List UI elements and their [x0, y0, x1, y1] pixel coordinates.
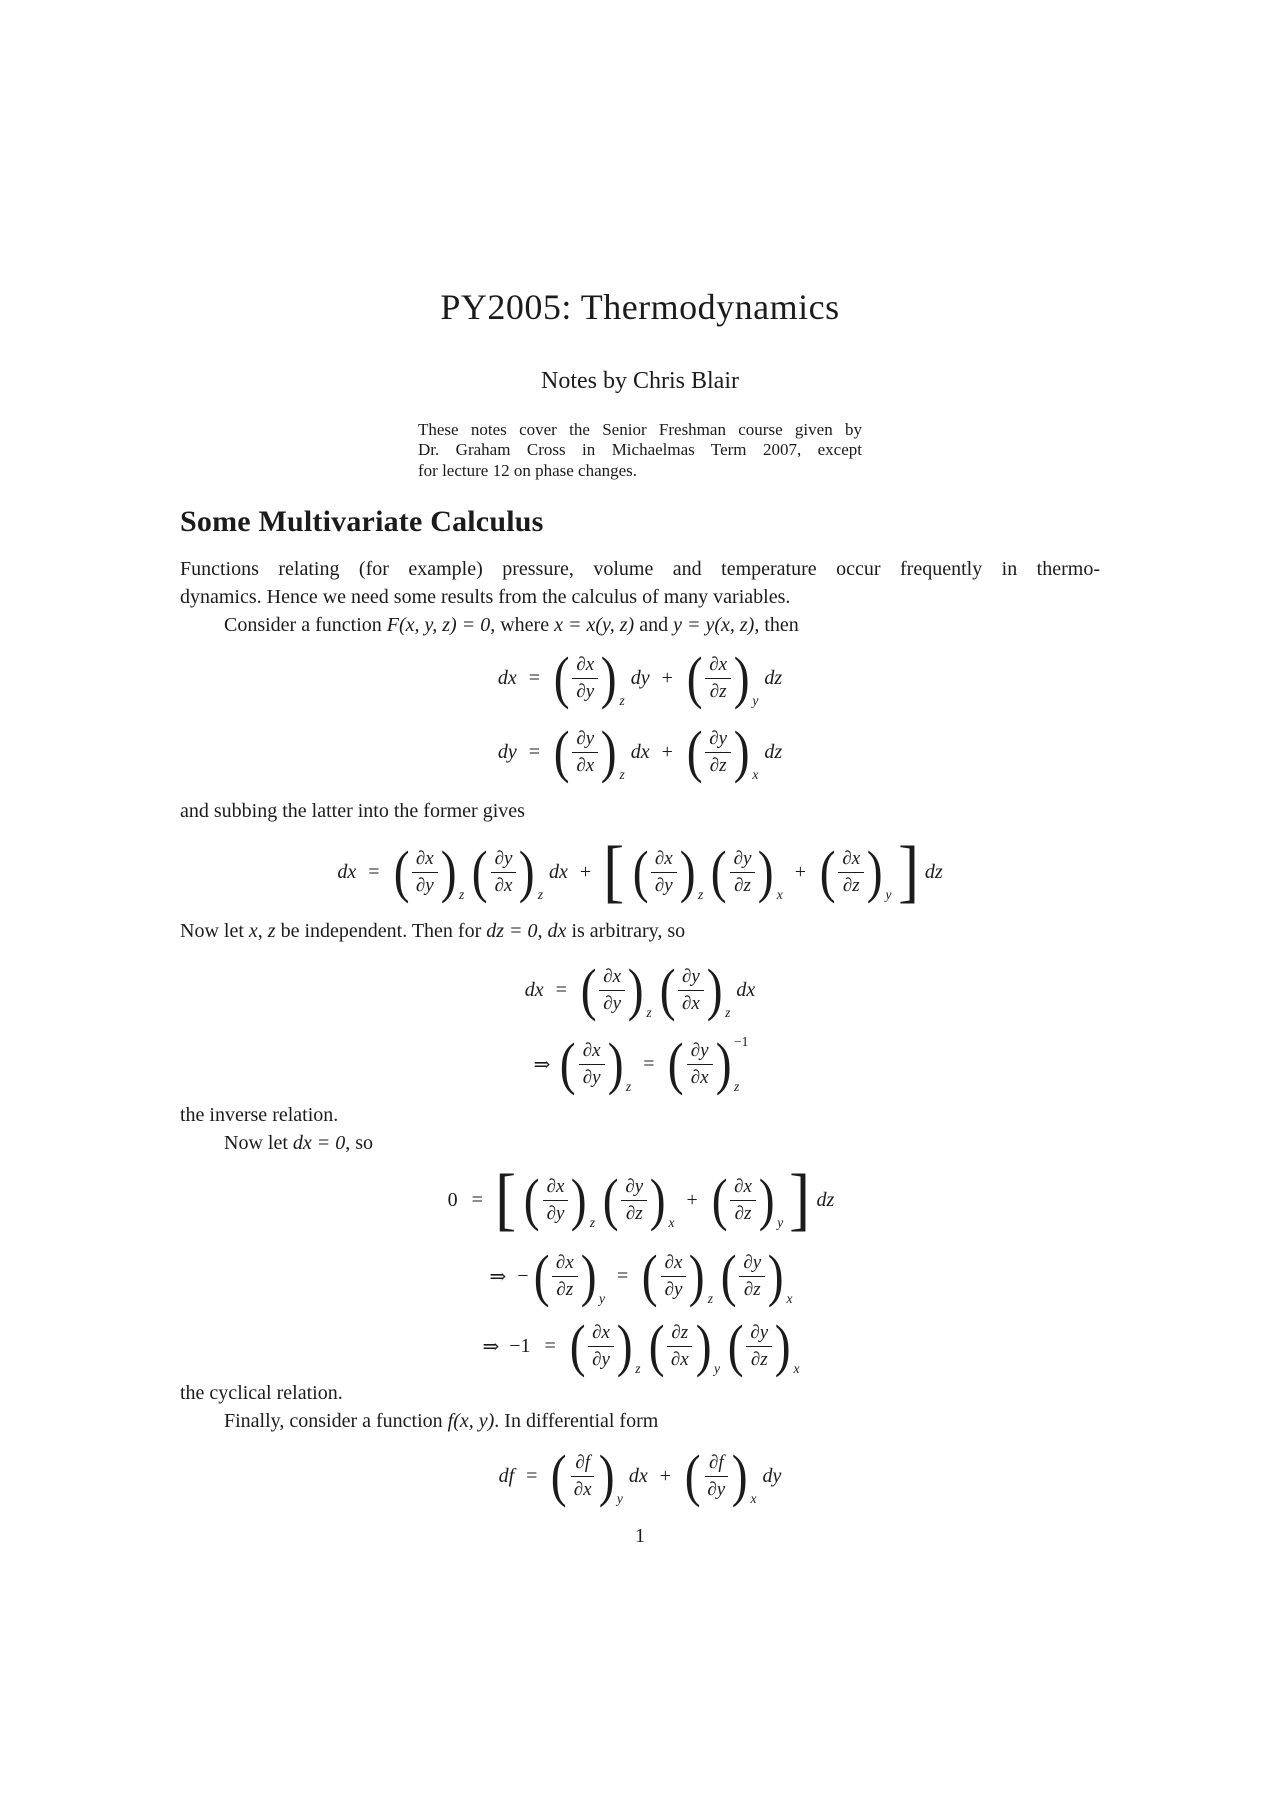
- math-operator: =: [471, 1188, 483, 1211]
- fraction-denominator: ∂y: [546, 1202, 565, 1224]
- open-paren: (: [602, 1167, 619, 1233]
- partial-derivative-group: [726, 1313, 800, 1379]
- paren-scripts: [599, 1248, 605, 1304]
- inverse-relation-caption: [180, 1101, 1100, 1129]
- open-paren: (: [668, 1031, 685, 1097]
- fraction-denominator: ∂z: [556, 1278, 574, 1300]
- paren-scripts: [459, 844, 464, 900]
- math-variable: dx: [497, 666, 517, 689]
- fraction: [572, 654, 598, 703]
- partial-derivative-group: [522, 1167, 595, 1233]
- doc-title: PY2005: Thermodynamics: [440, 287, 840, 327]
- fraction-denominator: ∂x: [690, 1066, 709, 1088]
- fraction: [705, 728, 731, 777]
- partial-derivative-group: [647, 1313, 721, 1379]
- subscript: x: [793, 1360, 800, 1376]
- dx-zero-paragraph: [180, 1129, 1100, 1157]
- math-variable: dz: [924, 860, 943, 883]
- fraction-numerator: ∂x: [572, 654, 598, 679]
- text-run: ,: [537, 920, 548, 943]
- open-paren: (: [553, 645, 570, 711]
- doc-author: Notes by Chris Blair: [541, 367, 739, 394]
- math-roman: ⇒: [482, 1335, 500, 1358]
- fraction-numerator: ∂x: [661, 1252, 687, 1277]
- open-paren: (: [533, 1243, 550, 1309]
- fraction: [661, 1252, 687, 1301]
- partial-derivative-group: [579, 957, 652, 1023]
- fraction: [599, 966, 625, 1015]
- text-run: Functions relating (for example) pressure, volume and temperature occur frequently in thermo-: [180, 558, 1100, 581]
- fraction: [678, 966, 704, 1015]
- close-paren: ): [689, 1243, 706, 1309]
- paren-scripts: [777, 1172, 783, 1228]
- fraction-denominator: ∂x: [681, 992, 700, 1014]
- close-paren: ): [600, 645, 617, 711]
- inline-math: F(x, y, z) = 0: [386, 614, 491, 637]
- fraction: [705, 654, 731, 703]
- paren-scripts: [752, 650, 758, 706]
- math-variable: dx: [628, 1464, 648, 1487]
- close-paren: ): [649, 1167, 666, 1233]
- close-paren: ): [695, 1313, 712, 1379]
- inline-math: dx = 0: [292, 1132, 346, 1155]
- partial-derivative-group: [532, 1243, 605, 1309]
- subscript: x: [668, 1214, 675, 1230]
- close-paren: ): [607, 1031, 624, 1097]
- fraction: [491, 848, 517, 897]
- paren-scripts: [635, 1318, 640, 1374]
- fraction-denominator: ∂y: [707, 1478, 726, 1500]
- fraction: [572, 728, 598, 777]
- partial-derivative-group: [470, 839, 544, 905]
- paren-scripts: [646, 962, 651, 1018]
- fraction-numerator: ∂y: [687, 1040, 713, 1065]
- subscript: x: [776, 886, 783, 902]
- text-run: , so: [345, 1132, 374, 1155]
- equation-dx-zero: [180, 1161, 1100, 1239]
- fraction: [703, 1452, 729, 1501]
- note-line-2: Dr. Graham Cross in Michaelmas Term 2007, except: [418, 440, 862, 460]
- open-paren: (: [819, 839, 836, 905]
- math-operator: +: [579, 860, 592, 883]
- fraction-denominator: ∂z: [750, 1348, 768, 1370]
- open-paren: (: [551, 1443, 567, 1509]
- math-roman: ⇒: [533, 1053, 551, 1076]
- math-variable: dx: [549, 860, 568, 883]
- open-paren: (: [560, 1031, 577, 1097]
- fraction-numerator: ∂x: [599, 966, 625, 991]
- open-paren: (: [569, 1313, 586, 1379]
- partial-derivative-group: [685, 645, 759, 711]
- close-paren: ): [767, 1243, 784, 1309]
- partial-derivative-group: [719, 1243, 793, 1309]
- text-run: , where: [490, 614, 555, 637]
- subscript: z: [589, 1214, 595, 1230]
- math-variable: dy: [762, 1464, 782, 1487]
- close-paren: ): [598, 1443, 615, 1509]
- open-paren: (: [686, 719, 703, 785]
- fraction-numerator: ∂x: [588, 1322, 614, 1347]
- fraction-denominator: ∂y: [664, 1278, 683, 1300]
- equation-inverse-relation: [180, 1031, 1100, 1097]
- open-bracket: [: [495, 1161, 517, 1239]
- close-paren: ): [519, 839, 536, 905]
- open-paren: (: [659, 957, 676, 1023]
- fraction: [570, 1452, 596, 1501]
- partial-derivative-group: [658, 957, 731, 1023]
- equation-df: [180, 1443, 1100, 1509]
- inline-math: y = y(x, z): [673, 614, 755, 637]
- partial-derivative-group: [558, 1031, 632, 1097]
- math-variable: dz: [764, 666, 783, 689]
- equation-dy-expansion: [180, 719, 1100, 785]
- paren-scripts: [794, 1318, 800, 1374]
- fraction: [651, 848, 677, 897]
- fraction: [739, 1252, 765, 1301]
- fraction-numerator: ∂z: [667, 1322, 692, 1347]
- fraction-numerator: ∂y: [678, 966, 704, 991]
- fraction: [667, 1322, 693, 1371]
- math-minus: −: [517, 1264, 529, 1287]
- subscript: z: [537, 886, 544, 902]
- partial-derivative-group: [549, 1443, 623, 1509]
- paren-scripts: [698, 844, 703, 900]
- subscript: y: [714, 1360, 721, 1376]
- text-run: ,: [257, 920, 268, 943]
- open-paren: (: [720, 1243, 737, 1309]
- fraction-denominator: ∂z: [743, 1278, 761, 1300]
- fraction: [687, 1040, 713, 1089]
- fraction: [543, 1176, 569, 1225]
- math-operator: +: [661, 740, 673, 763]
- page-number: 1: [635, 1525, 645, 1548]
- equation-substituted: [180, 833, 1100, 911]
- paren-scripts: [538, 844, 543, 900]
- math-variable: dx: [337, 860, 357, 883]
- inline-math: x = x(y, z): [554, 614, 635, 637]
- close-paren: ): [440, 839, 457, 905]
- close-paren: ): [715, 1031, 732, 1097]
- subscript: z: [625, 1078, 632, 1094]
- text-run: . In differential form: [494, 1410, 659, 1433]
- subbing-paragraph: [180, 797, 1100, 825]
- subscript: z: [619, 766, 625, 782]
- superscript: −1: [733, 1034, 749, 1050]
- subscript: z: [635, 1360, 641, 1376]
- close-bracket: ]: [789, 1161, 811, 1239]
- fraction-denominator: ∂z: [842, 874, 860, 896]
- finally-paragraph: [180, 1407, 1100, 1435]
- close-paren: ): [627, 957, 644, 1023]
- close-paren: ): [774, 1313, 791, 1379]
- math-variable: dx: [524, 978, 544, 1001]
- paren-scripts: [777, 844, 783, 900]
- inline-math: x: [248, 920, 258, 943]
- fraction-denominator: ∂z: [734, 874, 751, 896]
- close-bracket: ]: [897, 833, 919, 911]
- fraction-denominator: ∂z: [734, 1202, 752, 1224]
- inline-math: dx: [547, 920, 567, 943]
- open-paren: (: [727, 1313, 744, 1379]
- close-paren: ): [571, 1167, 587, 1233]
- fraction-numerator: ∂x: [412, 848, 438, 873]
- open-paren: (: [393, 839, 410, 905]
- math-operator: =: [528, 666, 540, 689]
- equation-dx-expansion: [180, 645, 1100, 711]
- partial-derivative-group: [640, 1243, 714, 1309]
- open-paren: (: [472, 839, 488, 905]
- partial-derivative-group: [710, 1167, 784, 1233]
- math-roman: 0: [447, 1188, 458, 1211]
- paren-scripts: [619, 724, 624, 780]
- fraction: [621, 1176, 647, 1225]
- subscript: y: [777, 1214, 784, 1230]
- paren-scripts: [708, 1248, 713, 1304]
- note-line-1: These notes cover the Senior Freshman course given by: [418, 419, 862, 439]
- text-run: the cyclical relation.: [180, 1382, 343, 1405]
- text-run: , then: [754, 614, 799, 637]
- fraction: [746, 1322, 772, 1371]
- math-variable: dz: [764, 740, 783, 763]
- subscript: z: [459, 886, 465, 902]
- partial-derivative-group: [601, 1167, 675, 1233]
- paren-scripts: [714, 1318, 720, 1374]
- math-operator: =: [368, 860, 380, 883]
- math-operator: +: [794, 860, 807, 883]
- partial-derivative-group: [666, 1031, 749, 1097]
- open-paren: (: [648, 1313, 665, 1379]
- fraction-numerator: ∂y: [746, 1322, 772, 1347]
- fraction-numerator: ∂y: [621, 1176, 647, 1201]
- math-operator: +: [659, 1464, 672, 1487]
- fraction-denominator: ∂z: [709, 680, 727, 702]
- fraction-numerator: ∂x: [579, 1040, 605, 1065]
- text-run: the inverse relation.: [180, 1104, 339, 1127]
- partial-derivative-group: [552, 719, 625, 785]
- subscript: z: [646, 1004, 652, 1020]
- fraction-numerator: ∂y: [572, 728, 598, 753]
- text-run: Now let: [224, 1132, 293, 1155]
- math-variable: dy: [497, 740, 517, 763]
- cyclical-relation-caption: [180, 1379, 1100, 1407]
- subscript: x: [752, 766, 759, 782]
- partial-derivative-group: [568, 1313, 641, 1379]
- subscript: y: [885, 886, 892, 902]
- subscript: z: [733, 1078, 740, 1094]
- fraction: [838, 848, 864, 897]
- independence-paragraph: [180, 917, 1100, 945]
- open-paren: (: [632, 839, 649, 905]
- fraction-denominator: ∂z: [625, 1202, 643, 1224]
- open-paren: (: [580, 957, 597, 1023]
- fraction: [730, 848, 756, 897]
- math-operator: =: [526, 1464, 538, 1487]
- open-paren: (: [642, 1243, 658, 1309]
- fraction-denominator: ∂x: [670, 1348, 689, 1370]
- paren-scripts: [734, 1036, 748, 1092]
- paren-scripts: [668, 1172, 674, 1228]
- partial-derivative-group: [631, 839, 704, 905]
- fraction-denominator: ∂z: [709, 754, 727, 776]
- partial-derivative-group: [685, 719, 759, 785]
- math-roman: −1: [509, 1334, 531, 1357]
- fraction-denominator: ∂x: [573, 1478, 592, 1500]
- paren-scripts: [590, 1172, 595, 1228]
- fraction: [579, 1040, 605, 1089]
- math-operator: =: [617, 1264, 629, 1287]
- equation-cyclical-relation: [180, 1313, 1100, 1379]
- close-paren: ): [580, 1243, 597, 1309]
- subscript: z: [619, 692, 625, 708]
- subscript: y: [599, 1290, 605, 1306]
- math-variable: dx: [630, 740, 650, 763]
- math-operator: =: [555, 978, 567, 1001]
- inline-math: z: [267, 920, 276, 943]
- fraction-numerator: ∂y: [730, 848, 756, 873]
- close-paren: ): [866, 839, 883, 905]
- fraction-numerator: ∂x: [838, 848, 864, 873]
- fraction-denominator: ∂y: [576, 680, 595, 702]
- consider-paragraph: [180, 611, 1100, 639]
- fraction-numerator: ∂f: [705, 1452, 728, 1477]
- partial-derivative-group: [709, 839, 783, 905]
- math-roman: ⇒: [489, 1265, 507, 1288]
- math-operator: +: [661, 666, 673, 689]
- paren-scripts: [787, 1248, 793, 1304]
- fraction-denominator: ∂y: [603, 992, 622, 1014]
- subscript: y: [616, 1490, 623, 1506]
- math-operator: =: [528, 740, 540, 763]
- fraction-denominator: ∂y: [592, 1348, 610, 1370]
- text-run: and subbing the latter into the former gives: [180, 800, 525, 823]
- partial-derivative-group: [552, 645, 625, 711]
- text-run: dynamics. Hence we need some results from the calculus of many variables.: [180, 586, 791, 609]
- text-run: and: [634, 614, 674, 637]
- close-paren: ): [733, 645, 750, 711]
- close-paren: ): [616, 1313, 633, 1379]
- fraction: [730, 1176, 756, 1225]
- fraction-numerator: ∂y: [705, 728, 731, 753]
- math-operator: +: [686, 1188, 698, 1211]
- close-paren: ): [679, 839, 696, 905]
- open-paren: (: [686, 645, 703, 711]
- inline-math: dz = 0: [486, 920, 538, 943]
- intro-paragraph-line-2: [180, 583, 1100, 611]
- open-paren: (: [523, 1167, 540, 1233]
- subscript: z: [725, 1004, 731, 1020]
- math-variable: dz: [816, 1188, 835, 1211]
- intro-paragraph-line-1: [180, 555, 1100, 583]
- open-paren: (: [711, 1167, 728, 1233]
- fraction-numerator: ∂f: [571, 1452, 594, 1477]
- fraction-numerator: ∂y: [491, 848, 517, 873]
- close-paren: ): [733, 719, 750, 785]
- fraction: [552, 1252, 578, 1301]
- close-paren: ): [758, 839, 775, 905]
- fraction-denominator: ∂x: [576, 754, 595, 776]
- text-run: Consider a function: [224, 614, 387, 637]
- fraction-numerator: ∂x: [543, 1176, 569, 1201]
- subscript: x: [750, 1490, 757, 1506]
- fraction-denominator: ∂x: [494, 874, 513, 896]
- paren-scripts: [617, 1448, 623, 1504]
- close-paren: ): [706, 957, 723, 1023]
- paren-scripts: [725, 962, 730, 1018]
- text-run: Finally, consider a function: [224, 1410, 448, 1433]
- paren-scripts: [751, 1448, 757, 1504]
- paren-scripts: [886, 844, 892, 900]
- partial-derivative-group: [392, 839, 465, 905]
- partial-derivative-group: [818, 839, 892, 905]
- fraction-numerator: ∂x: [730, 1176, 756, 1201]
- text-run: Now let: [180, 920, 249, 943]
- math-variable: dx: [736, 978, 756, 1001]
- close-paren: ): [600, 719, 617, 785]
- course-note: [418, 420, 862, 482]
- fraction-denominator: ∂y: [415, 874, 434, 896]
- subscript: z: [707, 1290, 714, 1306]
- paren-scripts: [619, 650, 624, 706]
- fraction-denominator: ∂y: [654, 874, 673, 896]
- equation-negative-identity: [180, 1243, 1100, 1309]
- close-paren: ): [758, 1167, 775, 1233]
- open-bracket: [: [603, 833, 625, 911]
- close-paren: ): [731, 1443, 748, 1509]
- text-run: be independent. Then for: [275, 920, 487, 943]
- section-heading: Some Multivariate Calculus: [180, 505, 544, 539]
- subscript: y: [752, 692, 759, 708]
- fraction-numerator: ∂x: [705, 654, 731, 679]
- note-line-3: for lecture 12 on phase changes.: [418, 460, 638, 480]
- math-variable: dy: [630, 666, 650, 689]
- paren-scripts: [626, 1036, 631, 1092]
- inline-math: f(x, y): [447, 1410, 495, 1433]
- open-paren: (: [553, 719, 570, 785]
- fraction: [588, 1322, 614, 1371]
- open-paren: (: [684, 1443, 701, 1509]
- partial-derivative-group: [683, 1443, 757, 1509]
- paren-scripts: [752, 724, 758, 780]
- math-operator: =: [643, 1052, 655, 1075]
- subscript: z: [698, 886, 704, 902]
- subscript: x: [786, 1290, 793, 1306]
- fraction: [412, 848, 438, 897]
- text-column: [180, 288, 1100, 1548]
- text-run: is arbitrary, so: [566, 920, 686, 943]
- math-variable: df: [498, 1464, 515, 1487]
- open-paren: (: [711, 839, 727, 905]
- math-operator: =: [544, 1334, 556, 1357]
- fraction-numerator: ∂x: [552, 1252, 578, 1277]
- fraction-numerator: ∂x: [651, 848, 677, 873]
- fraction-denominator: ∂y: [582, 1066, 601, 1088]
- equation-dz-zero: [180, 957, 1100, 1023]
- fraction-numerator: ∂y: [739, 1252, 765, 1277]
